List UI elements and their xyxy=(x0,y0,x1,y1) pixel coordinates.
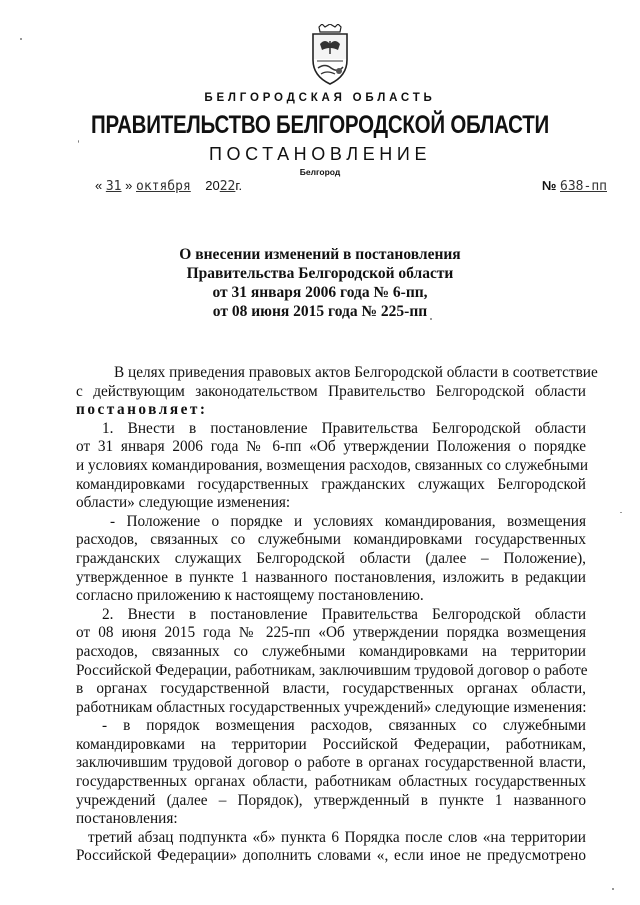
document-title xyxy=(0,245,640,321)
body-line: от 31 января 2006 года № 6-пп «Об утверждении Положения о порядке xyxy=(76,438,586,456)
body-line: согласно приложению к настоящему постановлению. xyxy=(76,587,424,605)
scan-speck xyxy=(20,38,22,40)
body-line: государственных органах области, работникам областных государственных xyxy=(76,773,586,791)
scan-speck xyxy=(430,318,432,320)
body-line: расходов, связанных со служебными командировками государственных xyxy=(76,531,586,549)
document-number xyxy=(542,178,607,194)
body-line: постановления: xyxy=(76,810,178,828)
date-year-suffix: 22 xyxy=(219,179,236,194)
body-line: командировками государственных гражданских служащих Белгородской xyxy=(76,475,586,493)
body-line: В целях приведения правовых актов Белгородской области в соответствие xyxy=(114,364,598,381)
document-body xyxy=(76,364,598,866)
number-value: 638-пп xyxy=(560,179,607,194)
body-line: заключившим трудовой договор о работе в органах государственной власти, xyxy=(76,754,586,772)
government-name: ПРАВИТЕЛЬСТВО БЕЛГОРОДСКОЙ ОБЛАСТИ xyxy=(90,111,549,139)
date-month: октября xyxy=(136,179,191,194)
body-line: от 08 июня 2015 года № 225-пп «Об утверждении порядка возмещения xyxy=(76,624,586,642)
body-line: - Положение о порядке и условиях командирования, возмещения xyxy=(110,512,586,530)
title-line: от 31 января 2006 года № 6-пп, xyxy=(212,284,428,301)
body-line: в органах государственной власти, государственных органах области, xyxy=(76,680,586,698)
region-name: БЕЛГОРОДСКАЯ ОБЛАСТЬ xyxy=(204,92,436,104)
body-line-bold: постановляет: xyxy=(76,401,208,419)
scan-speck xyxy=(620,512,622,513)
body-line: третий абзац подпункта «б» пункта 6 Порядка после слов «на территории xyxy=(88,828,586,846)
title-line: от 08 июня 2015 года № 225-пп xyxy=(212,303,428,320)
document-type: ПОСТАНОВЛЕНИЕ xyxy=(208,144,432,164)
body-line: - в порядок возмещения расходов, связанных со служебными xyxy=(102,717,586,735)
title-line: О внесении изменений в постановления xyxy=(179,246,461,263)
body-line: и условиях командирования, возмещения расходов, связанных со служебными xyxy=(76,456,589,474)
coat-of-arms-icon xyxy=(305,24,355,86)
body-line: учреждений (далее – Порядок), утвержденный в пункте 1 названного xyxy=(76,791,586,809)
title-line: Правительства Белгородской области xyxy=(186,265,454,282)
body-line: командировками на территории Российской Федерации, работникам, xyxy=(76,735,586,753)
document-date xyxy=(95,178,242,194)
body-line: расходов, связанных со служебными командировками на территории xyxy=(76,642,586,660)
city-name: Белгород xyxy=(299,167,341,177)
date-year-prefix: 20 xyxy=(205,178,220,193)
date-year-unit: г. xyxy=(235,178,243,193)
body-line: области» следующие изменения: xyxy=(76,494,291,512)
body-line: Российской Федерации, работникам, заключившим трудовой договор о работе xyxy=(76,661,588,679)
body-line: 2. Внести в постановление Правительства Белгородской области xyxy=(102,605,586,623)
body-line: с действующим законодательством Правительство Белгородской области xyxy=(76,382,586,400)
scan-speck xyxy=(612,888,614,890)
body-line: работникам областных государственных учреждений» следующие изменения: xyxy=(76,698,587,716)
date-day: 31 xyxy=(105,179,122,194)
number-sign: № xyxy=(541,178,557,193)
body-line: утвержденное в пункте 1 названного постановления, изложить в редакции xyxy=(76,568,586,586)
scan-speck xyxy=(78,140,79,143)
body-line: Российской Федерации» дополнить словами «, если иное не предусмотрено xyxy=(76,847,586,865)
date-open-quote: « xyxy=(95,178,103,193)
body-line: гражданских служащих Белгородской области (далее – Положение), xyxy=(76,549,586,567)
body-line: 1. Внести в постановление Правительства Белгородской области xyxy=(102,419,586,437)
date-close-quote: » xyxy=(125,178,133,193)
